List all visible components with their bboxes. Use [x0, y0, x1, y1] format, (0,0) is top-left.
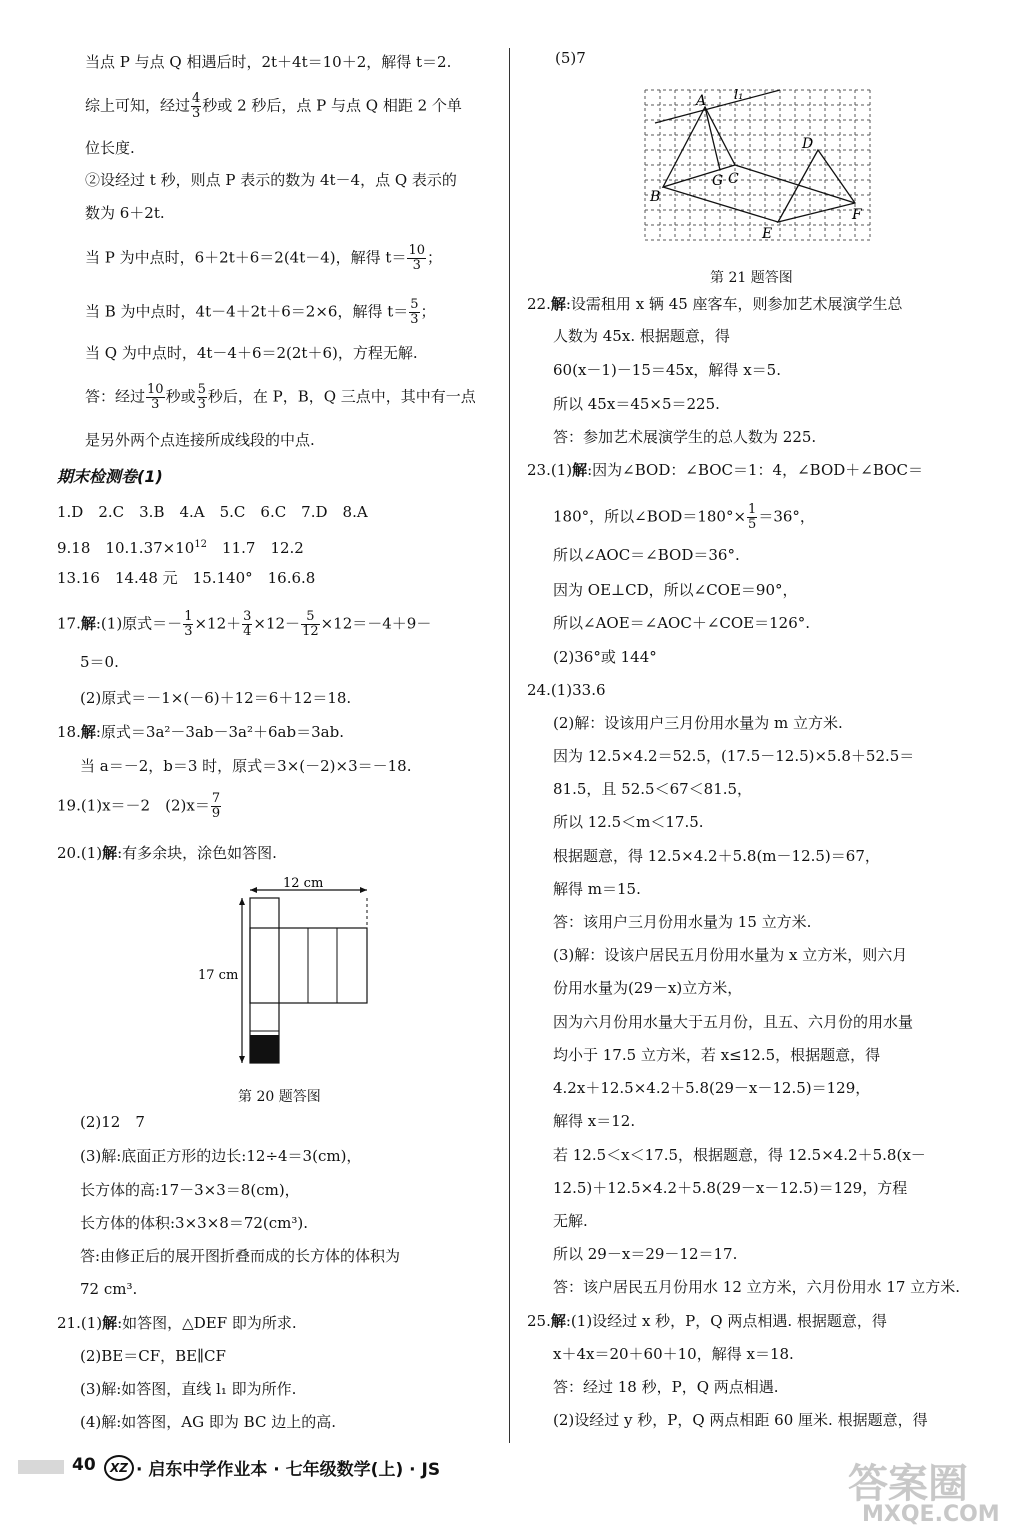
figure-20: [195, 873, 385, 1073]
text-line: 答：经过 $\frac{10}{3}$ 秒或 $\frac{5}{3}$ 秒后，在 P，B，Q 三点中，其中有一点: [85, 382, 476, 412]
text-line: (2)解：设该用户三月份用水量为 m 立方米.: [553, 714, 843, 732]
text-line: 22.解:设需租用 x 辆 45 座客车，则参加艺术展演学生总: [527, 295, 903, 313]
text-line: 21.(1)解:如答图，△DEF 即为所求.: [57, 1314, 297, 1332]
text-line: 81.5，且 52.5＜67＜81.5，: [553, 780, 753, 798]
text-line: 长方体的高:17－3×3＝8(cm)，: [80, 1181, 300, 1199]
fraction: $\frac{3}{4}$: [243, 609, 252, 639]
text-line: 所以 45x＝45×5＝225.: [553, 395, 720, 413]
text-line: 当点 P 与点 Q 相遇后时，2t＋4t＝10＋2，解得 t＝2.: [85, 53, 452, 71]
text-line: 因为 12.5×4.2＝52.5，(17.5－12.5)×5.8＋52.5＝: [553, 747, 915, 765]
fig21-label-E: E: [762, 226, 773, 242]
fig21-label-C: C: [728, 171, 739, 187]
fraction: $\frac{7}{9}$: [211, 791, 221, 821]
text-line: 所以 29－x＝29－12＝17.: [553, 1245, 738, 1263]
fig21-label-B: B: [650, 189, 661, 205]
text-line: 答：该户居民五月份用水 12 立方米，六月份用水 17 立方米.: [553, 1278, 961, 1296]
text-line: 解得 x＝12.: [553, 1112, 636, 1130]
fraction: $\frac{1}{5}$: [748, 502, 757, 532]
text-line: (2)BE＝CF，BE∥CF: [80, 1347, 226, 1365]
figure-caption: 第 20 题答图: [238, 1089, 321, 1105]
section-title: 期末检测卷(1): [57, 467, 163, 486]
text-line: 解得 m＝15.: [553, 880, 641, 898]
text-line: 答：该用户三月份用水量为 15 立方米.: [553, 913, 812, 931]
text-line: 19.(1)x＝－2 (2)x＝ $\frac{7}{9}$: [57, 791, 221, 821]
text-line: 当 P 为中点时，6＋2t＋6＝2(4t－4)，解得 t＝ $\frac{10}{3}$ ；: [85, 243, 443, 273]
text-line: (2)设经过 y 秒，P，Q 两点相距 60 厘米. 根据题意，得: [553, 1411, 928, 1429]
fig20-width-label: 12 cm: [283, 876, 324, 891]
text-line: 因为六月份用水量大于五月份，且五、六月份的用水量: [553, 1013, 914, 1031]
text-line: 18.解:原式＝3a²－3ab－3a²＋6ab＝3ab.: [57, 723, 344, 741]
text-line: 当 a＝－2，b＝3 时，原式＝3×(－2)×3＝－18.: [80, 757, 412, 775]
fraction: $\frac{10}{3}$: [408, 243, 425, 273]
text-line: 所以 12.5＜m＜17.5.: [553, 813, 704, 831]
figure-21: [640, 85, 880, 245]
text-line: 若 12.5＜x＜17.5，根据题意，得 12.5×4.2＋5.8(x－: [553, 1146, 926, 1164]
text-line: 所以∠AOE＝∠AOC＋∠COE＝126°.: [553, 614, 811, 632]
text-line: 24.(1)33.6: [527, 681, 606, 699]
fig20-height-label: 17 cm: [198, 968, 239, 983]
text-line: (3)解：设该户居民五月份用水量为 x 立方米，则六月: [553, 946, 908, 964]
text-line: 人数为 45x. 根据题意，得: [553, 327, 730, 345]
fraction: $\frac{5}{3}$: [410, 297, 419, 327]
text-line: 所以∠AOC＝∠BOD＝36°.: [553, 546, 740, 564]
answer-line: 9.18 $10.1.37\times 10^{12}$ 11.7 12.2: [57, 539, 304, 557]
fraction: $\frac{10}{3}$: [147, 382, 164, 412]
text-line: 180°，所以∠BOD＝180°× $\frac{1}{5}$ ＝36°，: [553, 502, 815, 532]
text-line: (2)12 7: [80, 1113, 145, 1131]
text-line: 60(x－1)－15＝45x，解得 x＝5.: [553, 361, 781, 379]
text-line: 25.解:(1)设经过 x 秒，P，Q 两点相遇. 根据题意，得: [527, 1312, 887, 1330]
text-line: 综上可知，经过 $\frac{4}{3}$ 秒或 2 秒后，点 P 与点 Q 相距 2 个单: [85, 91, 462, 121]
text-line: 根据题意，得 12.5×4.2＋5.8(m－12.5)＝67，: [553, 847, 880, 865]
column-divider: [509, 48, 510, 1443]
watermark-logo: 答案圈: [848, 1461, 968, 1507]
watermark-url: MXQE.COM: [862, 1502, 1000, 1527]
text-line: 是另外两个点连接所成线段的中点.: [85, 431, 315, 449]
xz-badge: XZ: [104, 1455, 134, 1481]
fraction: $\frac{5}{3}$: [197, 382, 206, 412]
fraction: $\frac{5}{12}$: [302, 609, 319, 639]
text-line: (3)解:底面正方形的边长:12÷4＝3(cm)，: [80, 1147, 362, 1165]
text-line: 20.(1)解:有多余块，涂色如答图.: [57, 844, 277, 862]
fig21-label-A: A: [696, 93, 707, 109]
text-line: 23.(1)解:因为∠BOD：∠BOC＝1：4，∠BOD＋∠BOC＝: [527, 461, 923, 479]
text-line: 因为 OE⊥CD，所以∠COE＝90°，: [553, 581, 798, 599]
text-line: (3)解:如答图，直线 l₁ 即为所作.: [80, 1380, 297, 1398]
text-line: 长方体的体积:3×3×8＝72(cm³).: [80, 1214, 309, 1232]
figure-caption: 第 21 题答图: [710, 270, 793, 286]
footer-bar: [18, 1460, 64, 1474]
text-line: 数为 6＋2t.: [85, 204, 165, 222]
answer-line: 13.16 14.48 元 15.140° 16.6.8: [57, 569, 316, 587]
text-line: 答:由修正后的展开图折叠而成的长方体的体积为: [80, 1247, 401, 1265]
text-line: ②设经过 t 秒，则点 P 表示的数为 4t－4，点 Q 表示的: [85, 171, 457, 189]
page-number: 40: [72, 1455, 96, 1475]
fraction: $\frac{1}{3}$: [184, 609, 193, 639]
fraction: $\frac{4}{3}$: [192, 91, 201, 121]
text-line: 均小于 17.5 立方米，若 x≤12.5，根据题意，得: [553, 1046, 881, 1064]
text-line: (2)原式＝－1×(－6)＋12＝6＋12＝18.: [80, 689, 352, 707]
text-line: (4)解:如答图，AG 即为 BC 边上的高.: [80, 1413, 336, 1431]
answer-line: 1.D 2.C 3.B 4.A 5.C 6.C 7.D 8.A: [57, 503, 368, 521]
text-line: 当 Q 为中点时，4t－4＋6＝2(2t＋6)，方程无解.: [85, 344, 418, 362]
book-title: · 启东中学作业本 · 七年级数学(上) · JS: [136, 1460, 441, 1480]
fig21-label-G: G: [712, 173, 724, 189]
fig21-label-D: D: [802, 136, 814, 152]
text-line: (5)7: [555, 49, 586, 67]
text-line: 17.解:(1)原式＝－ $\frac{1}{3}$ ×12＋ $\frac{3}{4}$ ×12－ $\frac{5}{12}$ ×12＝－4＋9－: [57, 609, 432, 639]
text-line: 当 B 为中点时，4t－4＋2t＋6＝2×6，解得 t＝ $\frac{5}{3}$ ；: [85, 297, 436, 327]
text-line: 无解.: [553, 1212, 588, 1230]
text-line: 位长度.: [85, 139, 135, 157]
text-line: x＋4x＝20＋60＋10，解得 x＝18.: [553, 1345, 794, 1363]
fig21-label-l1: l₁: [734, 88, 744, 103]
text-line: 5＝0.: [80, 653, 119, 671]
text-line: 12.5)＋12.5×4.2＋5.8(29－x－12.5)＝129，方程: [553, 1179, 908, 1197]
fig21-label-F: F: [852, 207, 862, 223]
text-line: 4.2x＋12.5×4.2＋5.8(29－x－12.5)＝129，: [553, 1079, 871, 1097]
text-line: 答：经过 18 秒，P，Q 两点相遇.: [553, 1378, 779, 1396]
text-line: (2)36°或 144°: [553, 648, 657, 666]
text-line: 72 cm³.: [80, 1280, 138, 1298]
text-line: 答：参加艺术展演学生的总人数为 225.: [553, 428, 817, 446]
text-line: 份用水量为(29－x)立方米，: [553, 979, 743, 997]
